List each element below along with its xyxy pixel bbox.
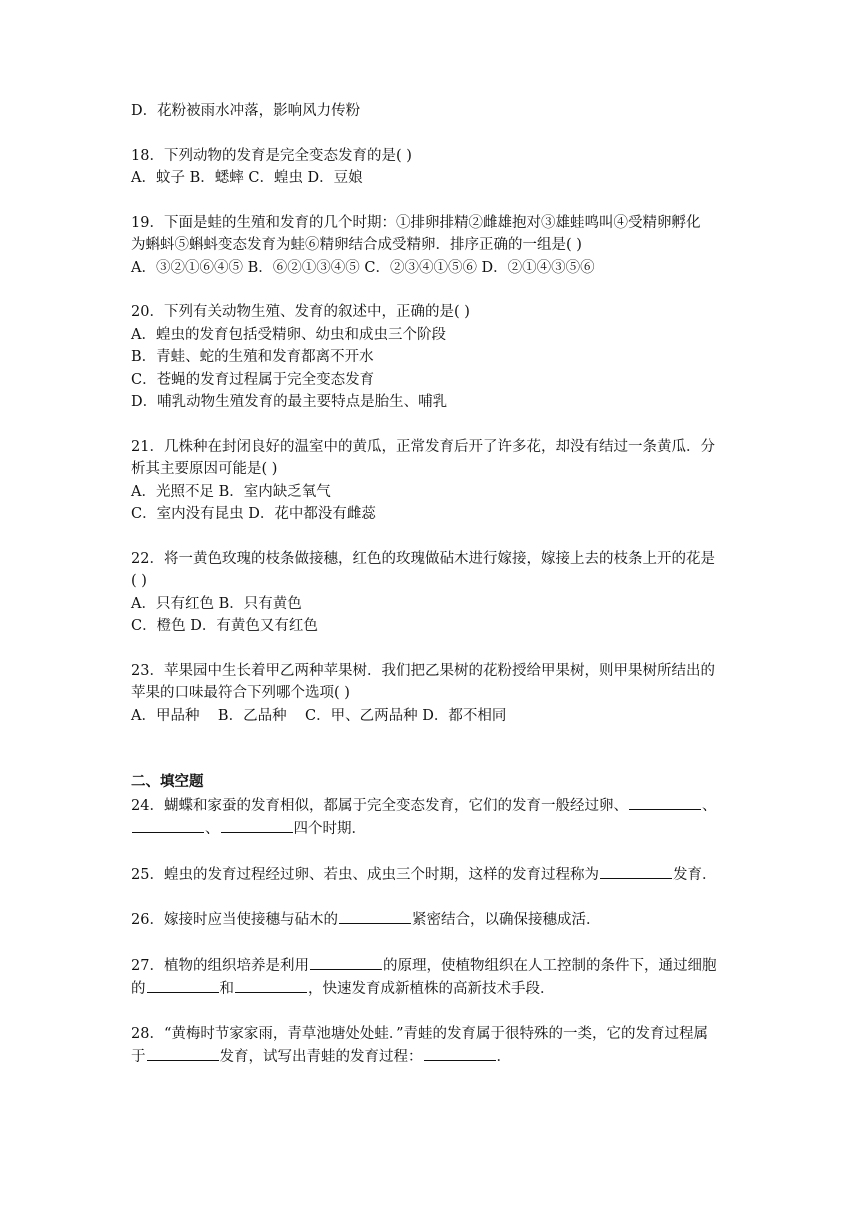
q18-stem: 18．下列动物的发育是完全变态发育的是( ) xyxy=(131,147,412,164)
q27-text-4: 和 xyxy=(219,981,234,997)
q27-text-1: 27．植物的组织培养是利用 xyxy=(131,957,309,974)
q26-text-2: 紧密结合，以确保接穗成活． xyxy=(411,912,601,928)
q20-option-c: C．苍蝇的发育过程属于完全变态发育 xyxy=(131,371,375,388)
q19-options: A．③②①⑥④⑤ B．⑥②①③④⑤ C．②③④①⑤⑥ D．②①④③⑤⑥ xyxy=(131,259,595,276)
answer-blank[interactable] xyxy=(147,977,219,993)
q19-stem-line1: 19．下面是蛙的生殖和发育的几个时期：①排卵排精②雌雄抱对③雄蛙鸣叫④受精卵孵化 xyxy=(131,214,701,231)
q27-text-2: 的原理，使植物组织在人工控制的条件下，通过细胞 xyxy=(382,957,717,974)
question-21 xyxy=(131,436,731,526)
q21-options-cd: C．室内没有昆虫 D．花中都没有雌蕊 xyxy=(131,506,376,522)
q17-option-d: D．花粉被雨水冲落，影响风力传粉 xyxy=(131,103,361,119)
q28-text-3: 发育，试写出青蛙的发育过程： xyxy=(219,1049,423,1065)
answer-blank[interactable] xyxy=(310,954,382,970)
q20-option-b: B．青蛙、蛇的生殖和发育都离不开水 xyxy=(131,349,374,365)
question-19 xyxy=(131,212,731,280)
answer-blank[interactable] xyxy=(221,817,293,833)
q23-stem-line2: 苹果的口味最符合下列哪个选项( ) xyxy=(131,685,350,701)
question-18 xyxy=(131,145,731,190)
q26-text-1: 26．嫁接时应当使接穗与砧木的 xyxy=(131,912,338,928)
q23-stem-line1: 23．苹果园中生长着甲乙两种苹果树．我们把乙果树的花粉授给甲果树，则甲果树所结出的 xyxy=(131,662,715,679)
question-25 xyxy=(131,863,731,887)
q20-option-d: D．哺乳动物生殖发育的最主要特点是胎生、哺乳 xyxy=(131,394,448,410)
answer-blank[interactable] xyxy=(339,908,411,924)
q23-options: A．甲品种 B．乙品种 C．甲、乙两品种 D．都不相同 xyxy=(131,707,507,724)
question-22 xyxy=(131,548,731,638)
q20-stem: 20．下列有关动物生殖、发育的叙述中，正确的是( ) xyxy=(131,304,470,320)
q21-stem-line2: 析其主要原因可能是( ) xyxy=(131,461,278,477)
answer-blank[interactable] xyxy=(147,1045,219,1061)
q22-options-ab: A．只有红色 B．只有黄色 xyxy=(131,595,302,612)
q19-stem-line2: 为蝌蚪⑤蝌蚪变态发育为蛙⑥精卵结合成受精卵．排序正确的一组是( ) xyxy=(131,237,582,253)
answer-blank[interactable] xyxy=(235,977,307,993)
q22-stem-line2: ( ) xyxy=(131,573,147,589)
q21-stem-line1: 21．几株种在封闭良好的温室中的黄瓜，正常发育后开了许多花，却没有结过一条黄瓜．分 xyxy=(131,438,715,455)
q24-text-2: 、 xyxy=(701,797,717,814)
q28-text-2: 于 xyxy=(131,1049,146,1065)
q22-stem-line1: 22．将一黄色玫瑰的枝条做接穗，红色的玫瑰做砧木进行嫁接，嫁接上去的枝条上开的花是 xyxy=(131,550,715,567)
q24-text-3: 、 xyxy=(205,821,220,837)
question-28 xyxy=(131,1023,731,1069)
question-20 xyxy=(131,301,731,414)
q27-text-5: ，快速发育成新植株的高新技术手段． xyxy=(308,981,555,997)
question-24 xyxy=(131,794,731,841)
question-27 xyxy=(131,954,731,1001)
section-heading-fill-blank: 二、填空题 xyxy=(131,773,204,790)
question-23 xyxy=(131,660,731,728)
answer-blank[interactable] xyxy=(132,817,204,833)
q27-text-3: 的 xyxy=(131,981,146,997)
answer-blank[interactable] xyxy=(600,863,672,879)
q20-option-a: A．蝗虫的发育包括受精卵、幼虫和成虫三个阶段 xyxy=(131,326,446,343)
question-26 xyxy=(131,908,731,932)
q21-options-ab: A．光照不足 B．室内缺乏氧气 xyxy=(131,483,331,500)
q28-text-4: ． xyxy=(496,1049,511,1065)
q25-text-1: 25．蝗虫的发育过程经过卵、若虫、成虫三个时期，这样的发育过程称为 xyxy=(131,866,599,883)
q22-options-cd: C．橙色 D．有黄色又有红色 xyxy=(131,618,318,634)
q24-text-4: 四个时期． xyxy=(293,821,366,837)
q18-options: A．蚊子 B．蟋蟀 C．蝗虫 D．豆娘 xyxy=(131,170,363,186)
q25-text-2: 发育． xyxy=(672,866,717,883)
exam-page xyxy=(131,100,731,1069)
q28-stem-line1: 28．“黄梅时节家家雨，青草池塘处处蛙．”青蛙的发育属于很特殊的一类，它的发育过程属 xyxy=(131,1025,709,1042)
q24-text-1: 24．蝴蝶和家蚕的发育相似，都属于完全变态发育，它们的发育一般经过卵、 xyxy=(131,797,628,814)
answer-blank[interactable] xyxy=(424,1045,496,1061)
answer-blank[interactable] xyxy=(629,794,701,810)
